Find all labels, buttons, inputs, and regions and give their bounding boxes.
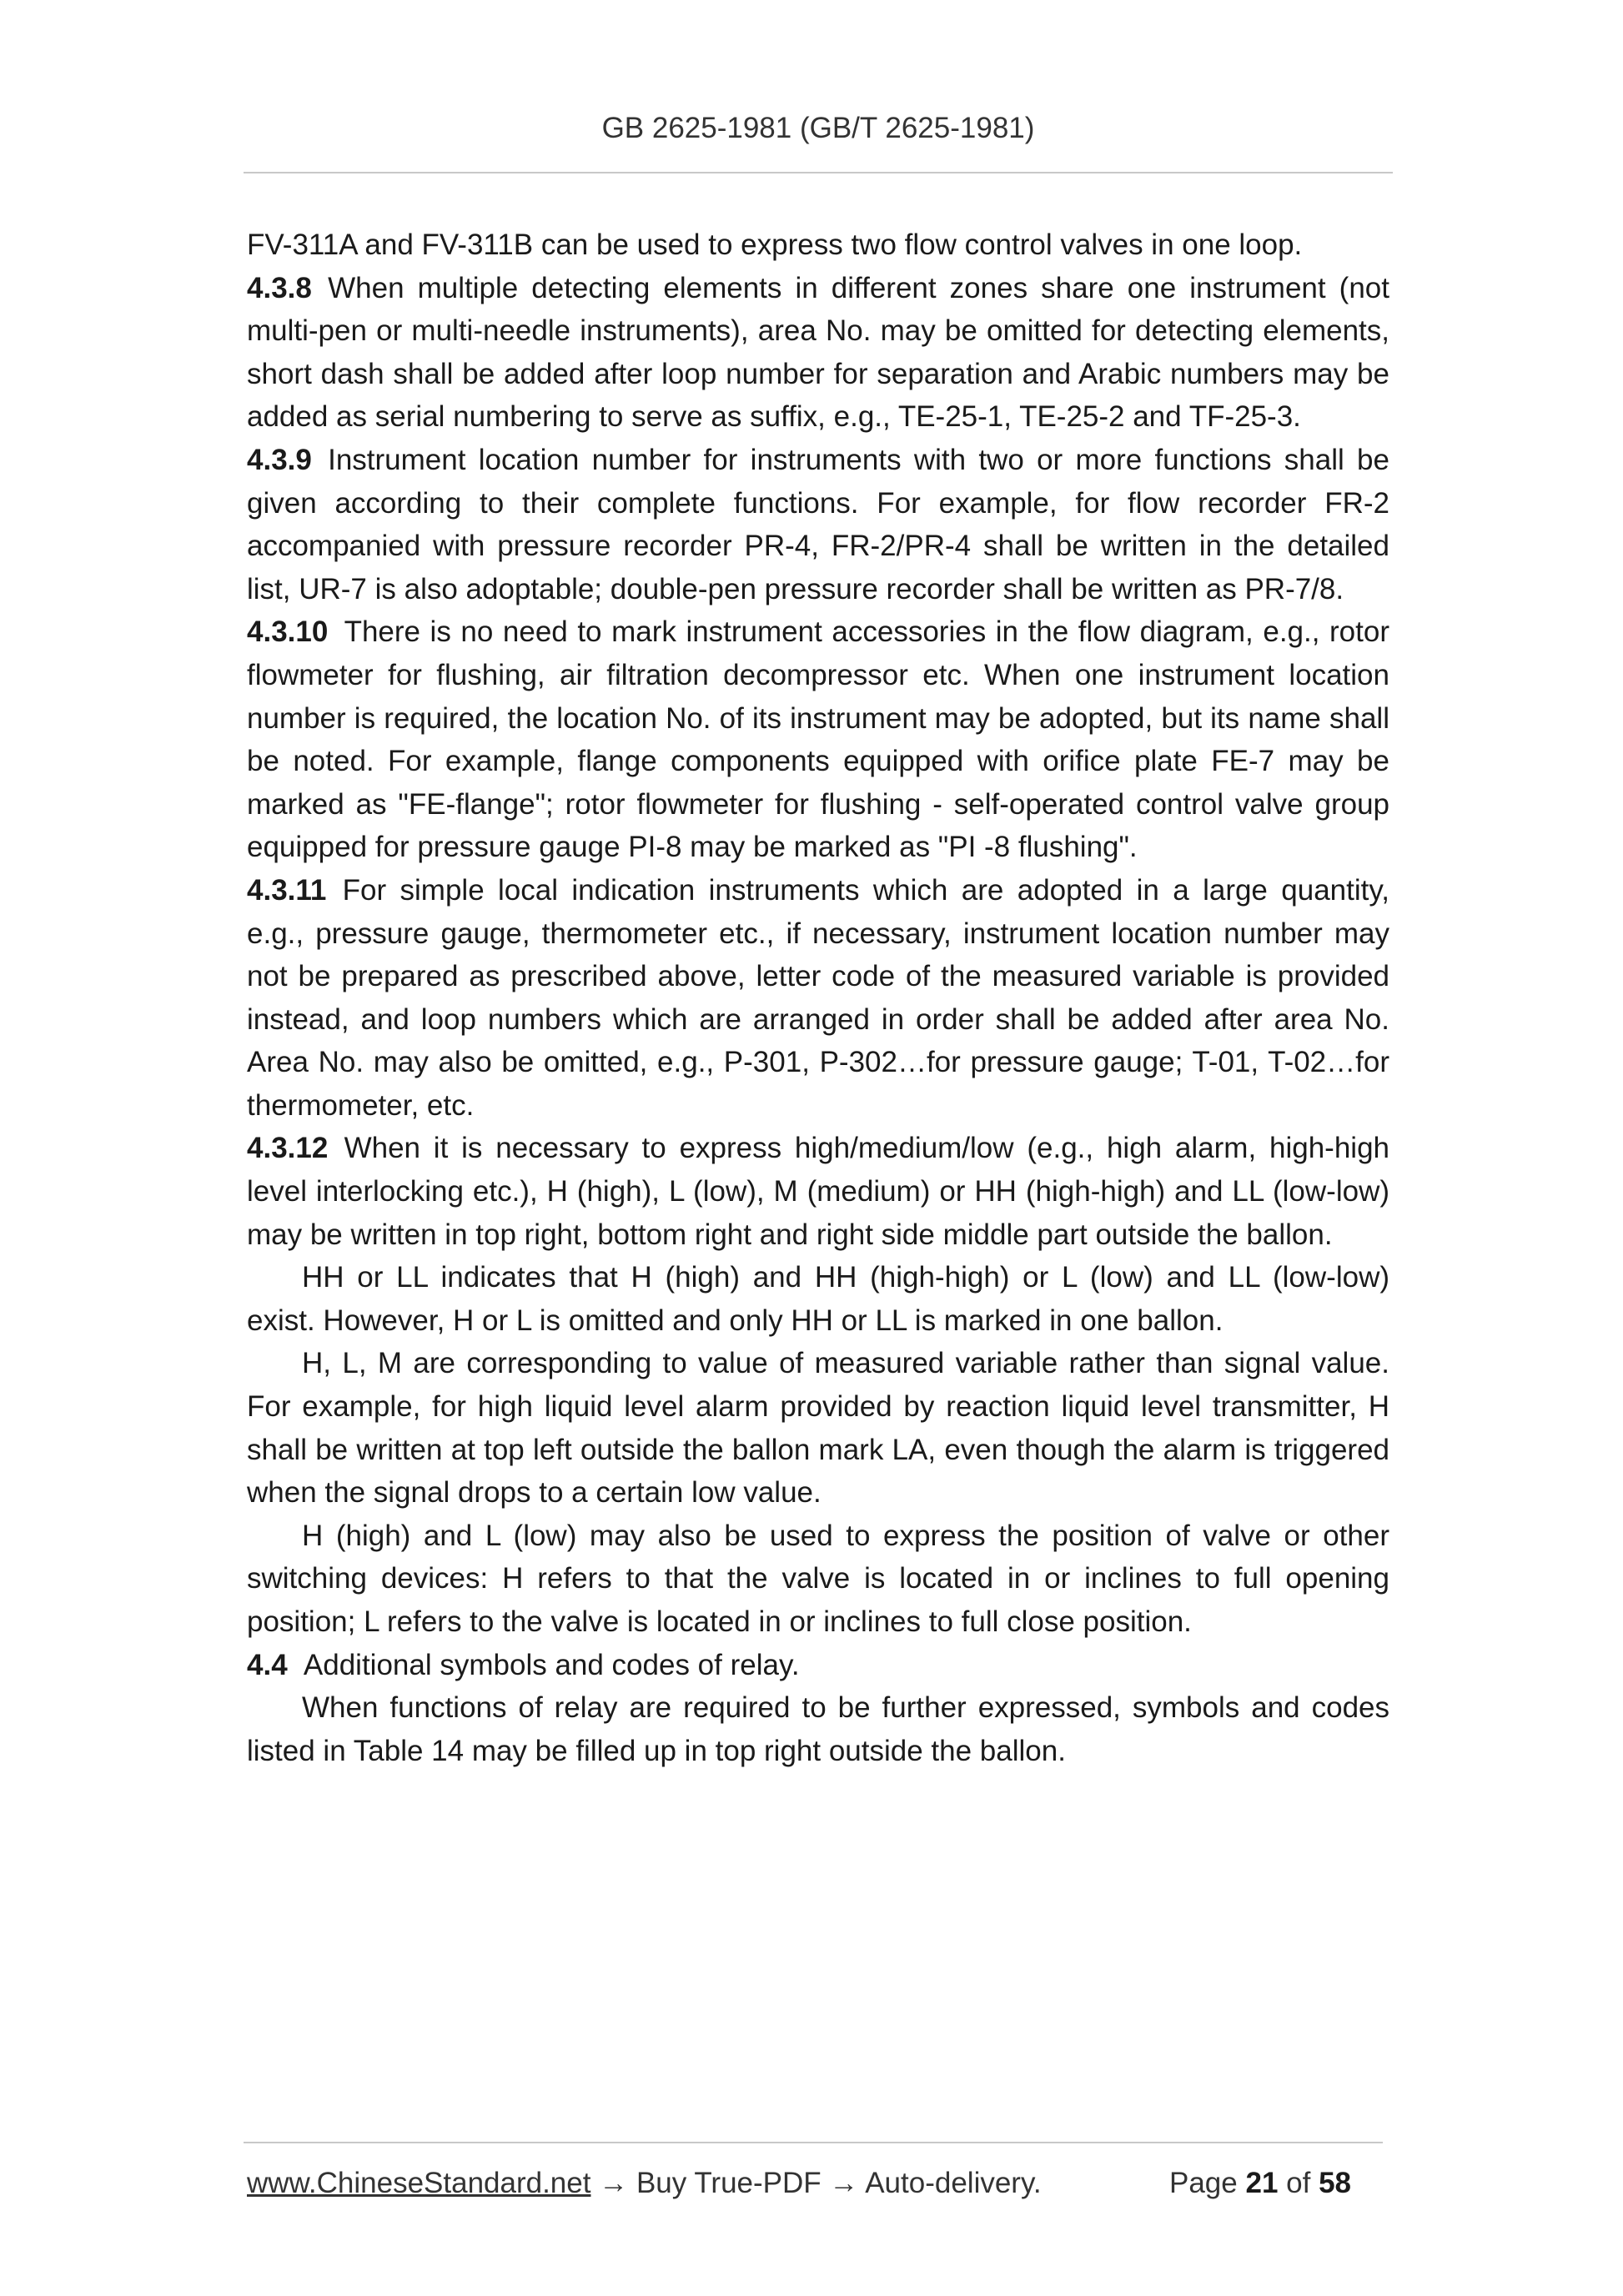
paragraph-text: FV-311A and FV-311B can be used to express two flow control valves in one loop. [247,229,1303,261]
clause-4-3-9 [247,439,1389,610]
clause-4-3-8 [247,267,1389,439]
paragraph-relay-symbols [247,1686,1389,1772]
header-divider [244,172,1393,173]
of-label: of [1286,2167,1311,2199]
clause-number: 4.3.10 [247,615,329,649]
clause-number: 4.4 [247,1648,288,1681]
clause-number: 4.3.9 [247,443,312,476]
clause-text: When multiple detecting elements in different zones share one instrument (not multi-pen or multi-needle instruments), area No. may be omitted for detecting elements, short dash shall be added after loop number for separation and Arabic numbers may be added as serial numbering to serve as suffix, e.g., TE-25-1, TE-25-2 and TF-25-3. [247,271,1389,434]
clause-text: Instrument location number for instruments with two or more functions shall be given according to their complete functions. For example, for flow recorder FR-2 accompanied with pressure recorder PR-4, FR-2/PR-4 shall be written in the detailed list, UR-7 is also adoptable; double-pen pressure recorder shall be written as PR-7/8. [247,443,1389,605]
website-link[interactable]: www.ChineseStandard.net [247,2167,591,2199]
paragraph-hlm-values [247,1342,1389,1514]
page-header-title: GB 2625-1981 (GB/T 2625-1981) [601,112,1035,144]
clause-number: 4.3.12 [247,1132,329,1165]
page-indicator [1169,2166,1351,2201]
paragraph-valve-position [247,1515,1389,1644]
paragraph-continuation [247,224,1389,267]
arrow-right-icon: → [599,2167,629,2199]
paragraph-text: HH or LL indicates that H (high) and HH (high-high) or L (low) and LL (low-low) exist. However, H or L is omitted and only HH or LL is marked in one ballon. [247,1261,1389,1337]
arrow-right-icon: → [829,2167,859,2199]
auto-delivery-text: Auto-delivery. [865,2167,1042,2199]
total-pages-number: 58 [1319,2167,1352,2199]
paragraph-text: H, L, M are corresponding to value of measured variable rather than signal value. For example, for high liquid level alarm provided by reaction liquid level transmitter, H shall be written at top left outside the ballon mark LA, even though the alarm is triggered when the signal drops to a certain low value. [247,1347,1389,1510]
clause-4-3-12 [247,1127,1389,1256]
footer-divider [244,2142,1383,2143]
clause-4-3-11 [247,869,1389,1128]
clause-4-4 [247,1644,1389,1687]
clause-number: 4.3.11 [247,873,327,907]
clause-text: There is no need to mark instrument accessories in the flow diagram, e.g., rotor flowmeter for flushing, air filtration decompressor etc. When one instrument location number is required, the location No. of its instrument may be adopted, but its name shall be noted. For example, flange components equipped with orifice plate FE-7 may be marked as "FE-flange"; rotor flowmeter for flushing - self-operated control valve group equipped for pressure gauge PI-8 may be marked as "PI -8 flushing". [247,615,1389,864]
buy-pdf-text: Buy True-PDF [636,2167,822,2199]
paragraph-hh-ll [247,1256,1389,1342]
clause-text: For simple local indication instruments which are adopted in a large quantity, e.g., pressure gauge, thermometer etc., if necessary, instrument location number may not be prepared as prescribed above, letter code of the measured variable is provided instead, and loop numbers which are arranged in order shall be added after area No. Area No. may also be omitted, e.g., P-301, P-302…for pressure gauge; T-01, T-02…for thermometer, etc. [247,873,1389,1122]
footer-links [247,2166,1042,2201]
clause-4-3-10 [247,610,1389,869]
document-body [247,224,1389,1772]
current-page-number: 21 [1245,2167,1279,2199]
clause-text: Additional symbols and codes of relay. [303,1648,800,1681]
paragraph-text: When functions of relay are required to be further expressed, symbols and codes listed in Table 14 may be filled up in top right outside the ballon. [247,1691,1389,1767]
clause-number: 4.3.8 [247,271,312,304]
clause-text: When it is necessary to express high/medium/low (e.g., high alarm, high-high level interlocking etc.), H (high), L (low), M (medium) or HH (high-high) and LL (low-low) may be written in top right, bottom right and right side middle part outside the ballon. [247,1132,1389,1251]
paragraph-text: H (high) and L (low) may also be used to express the position of valve or other switching devices: H refers to that the valve is located in or inclines to full opening position; L refers to the valve is located in or inclines to full close position. [247,1519,1389,1638]
page-label: Page [1169,2167,1238,2199]
